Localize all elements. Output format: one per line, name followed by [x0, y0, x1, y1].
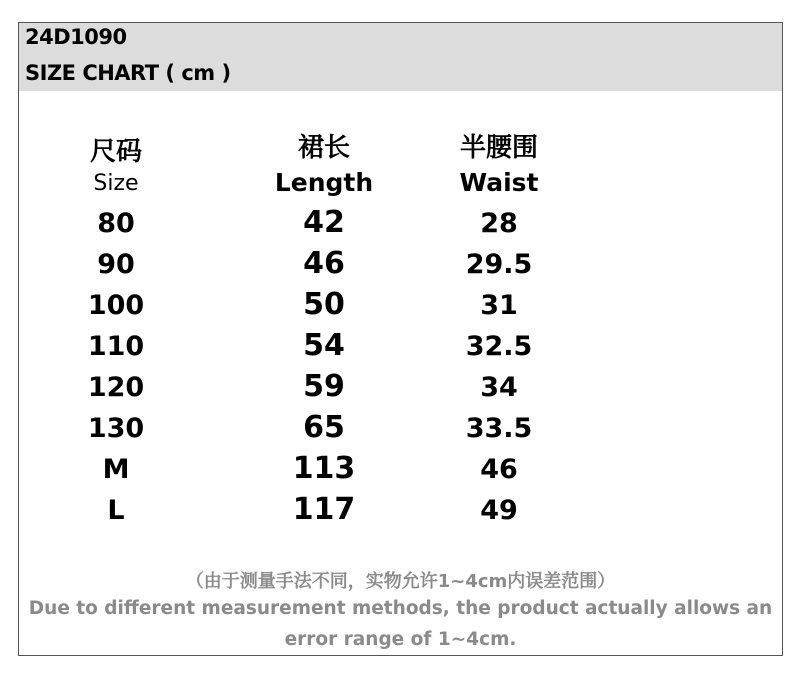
cell-length: 46	[303, 246, 345, 281]
column-header-size-en: Size	[93, 171, 139, 196]
measurement-note-zh: （由于测量手法不同，实物允许1~4cm内误差范围）	[185, 571, 616, 592]
column-header-length-zh: 裙长	[297, 133, 350, 163]
column-header-size-zh: 尺码	[89, 137, 142, 167]
cell-length: 117	[292, 492, 356, 527]
cell-size: M	[102, 454, 130, 485]
cell-size: 110	[87, 331, 145, 362]
cell-size: 120	[87, 372, 145, 403]
cell-length: 65	[303, 410, 345, 445]
chart-header	[19, 23, 782, 91]
size-chart-frame	[18, 22, 783, 656]
cell-size: 100	[87, 290, 145, 321]
cell-length: 42	[303, 205, 345, 240]
chart-title: SIZE CHART ( cm )	[25, 61, 231, 85]
cell-length: 59	[303, 369, 345, 404]
cell-waist: 32.5	[465, 331, 533, 362]
cell-length: 113	[292, 451, 356, 486]
cell-size: 80	[97, 208, 135, 239]
cell-waist: 28	[480, 208, 518, 239]
cell-size: 130	[87, 413, 145, 444]
cell-waist: 33.5	[465, 413, 533, 444]
cell-waist: 46	[480, 454, 518, 485]
cell-length: 50	[303, 287, 345, 322]
cell-size: L	[107, 495, 125, 526]
measurement-note-en-line1: Due to different measurement methods, the product actually allows an	[28, 598, 773, 619]
column-header-length-en: Length	[274, 168, 374, 197]
measurement-note-en-line2: error range of 1~4cm.	[284, 629, 517, 650]
cell-waist: 49	[480, 495, 518, 526]
column-header-waist-en: Waist	[459, 168, 539, 197]
column-header-waist-zh: 半腰围	[459, 133, 538, 163]
cell-size: 90	[97, 249, 135, 280]
product-code: 24D1090	[25, 25, 127, 49]
cell-waist: 31	[480, 290, 518, 321]
cell-waist: 34	[480, 372, 518, 403]
cell-waist: 29.5	[465, 249, 533, 280]
cell-length: 54	[303, 328, 345, 363]
